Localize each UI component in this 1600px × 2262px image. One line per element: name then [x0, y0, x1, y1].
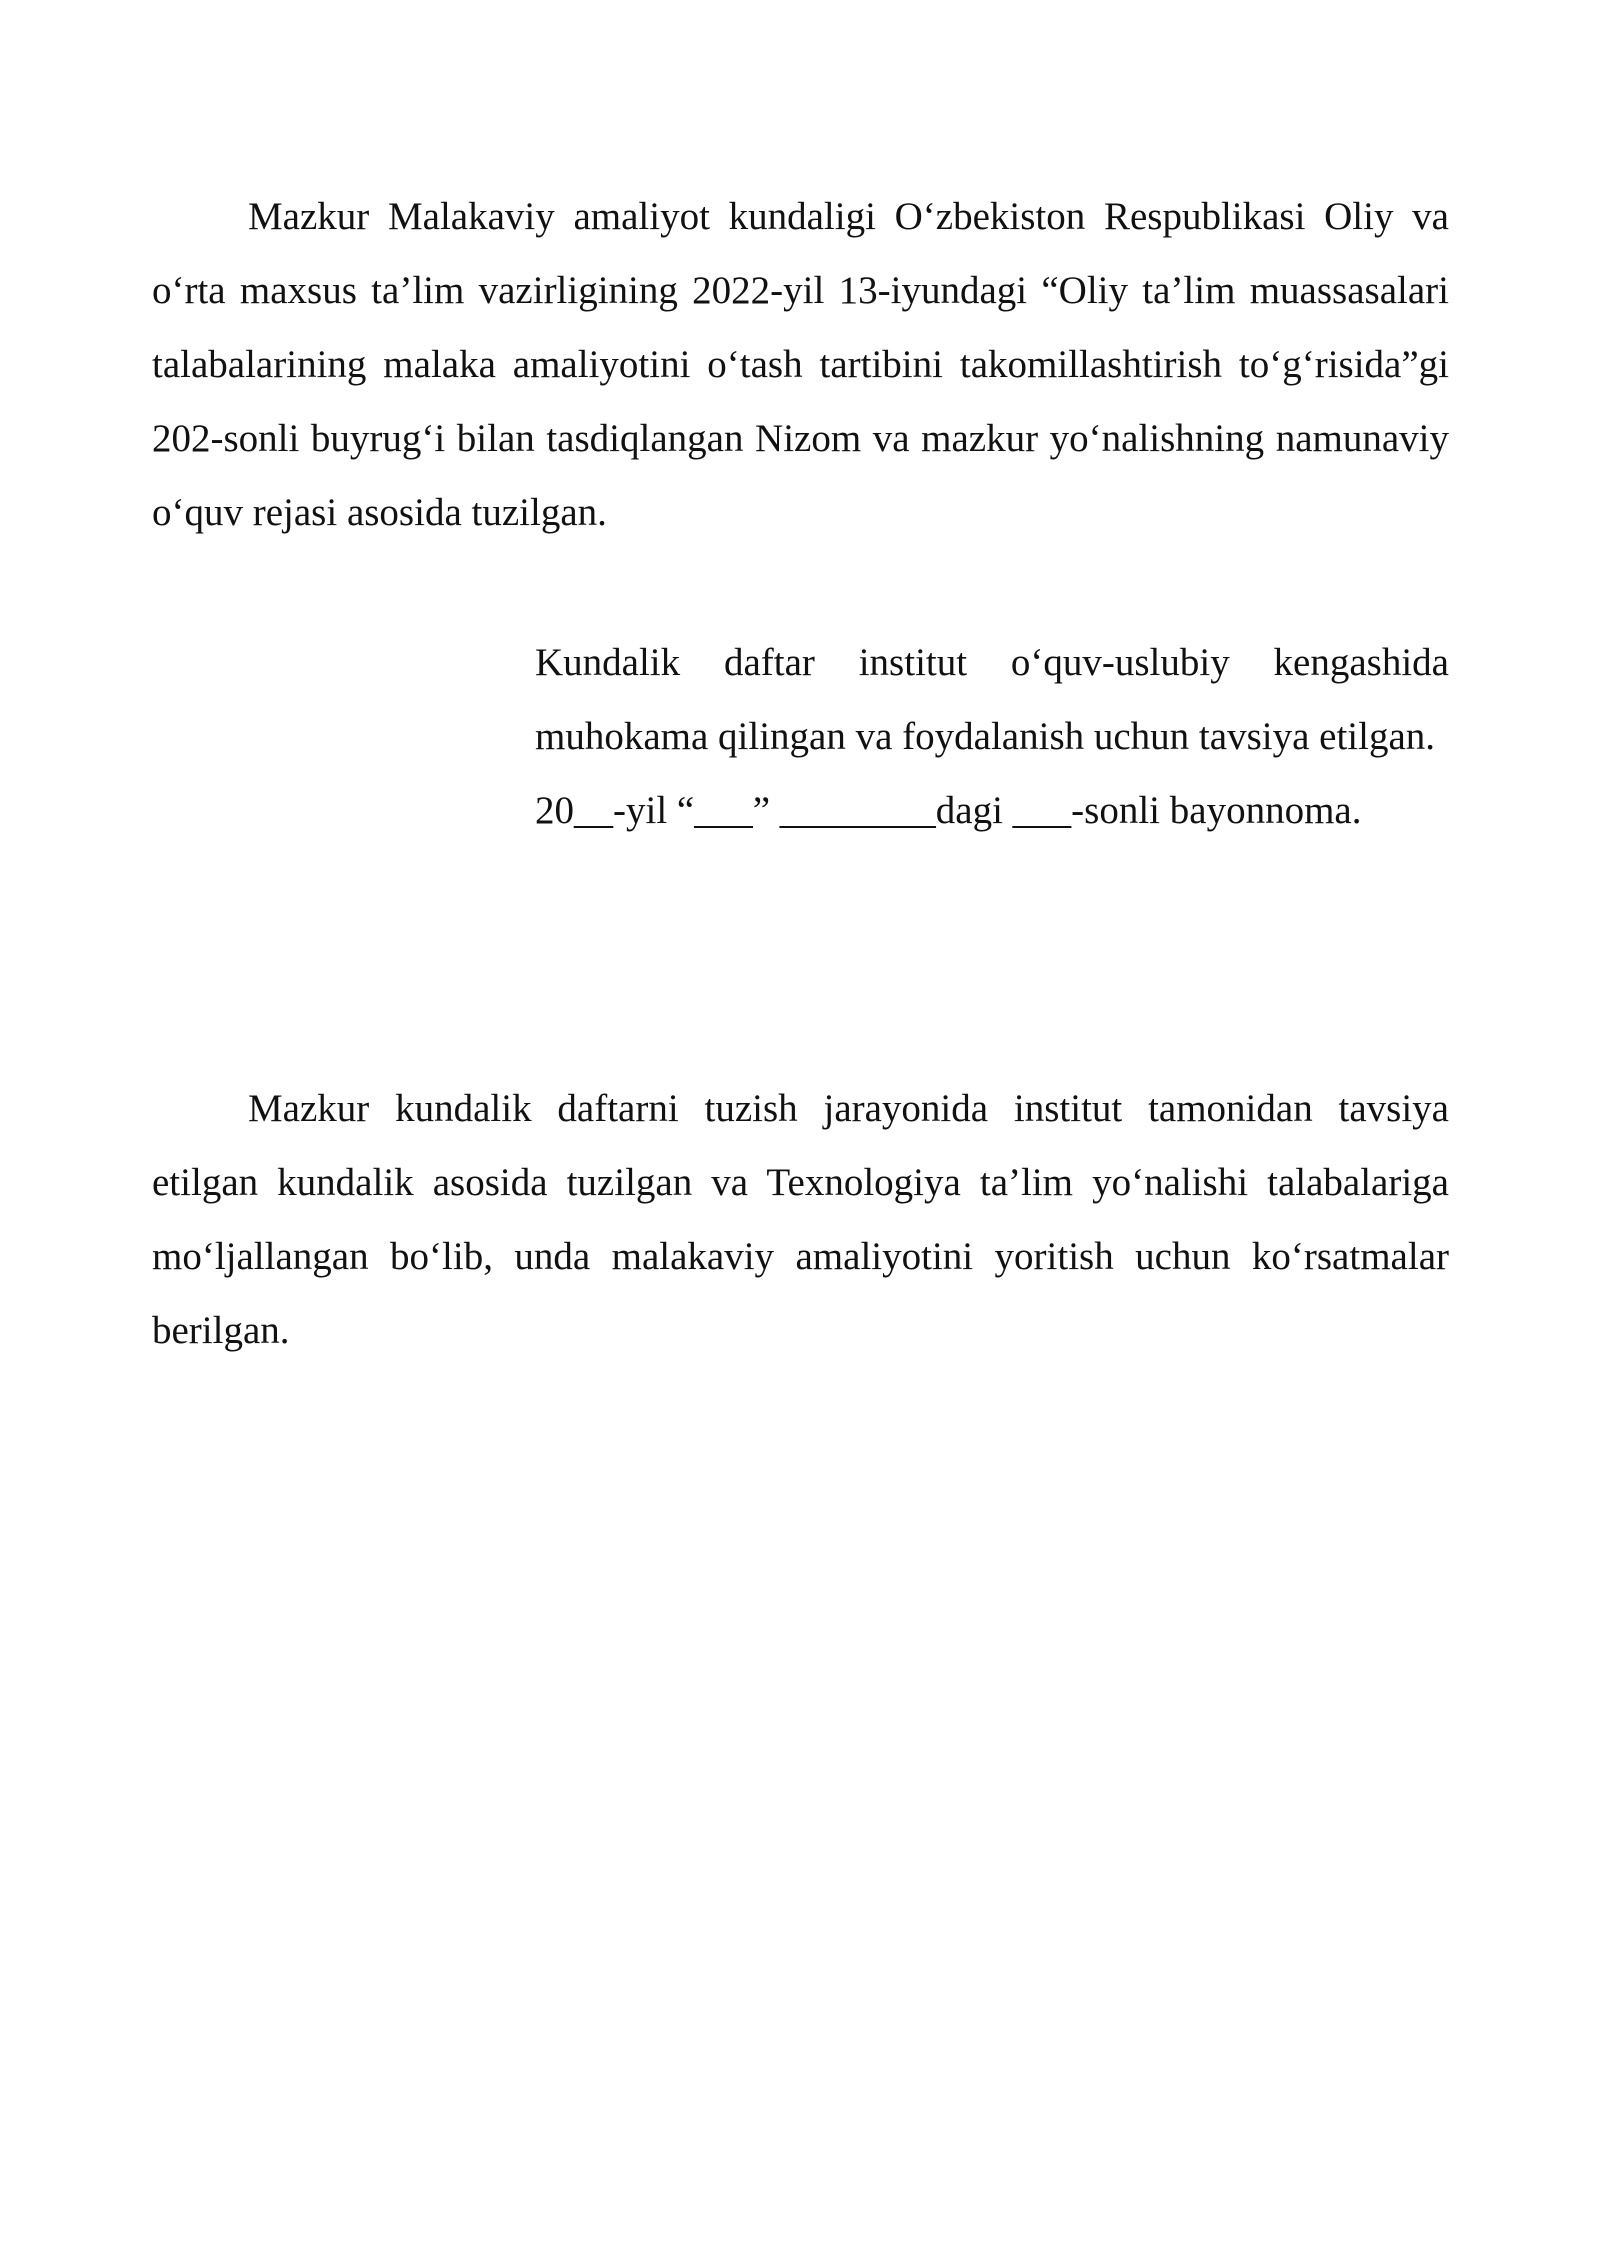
approval-text: Kundalik daftar institut o‘quv-uslubiy kengashida muhokama qilingan va foydalanish uchun tavsiya etilgan. — [535, 641, 1449, 758]
protocol-line: 20__-yil “___” ________dagi ___-sonli bayonnoma. — [535, 789, 1362, 832]
description-paragraph: Mazkur kundalik daftarni tuzish jarayonida institut tamonidan tavsiya etilgan kundalik asosida tuzilgan va Texnologiya ta’lim yo‘nalishi talabalariga mo‘ljallangan bo‘lib, unda malakaviy amaliyotini yoritish uchun ko‘rsatmalar berilgan. — [152, 1087, 1449, 1352]
intro-paragraph: Mazkur Malakaviy amaliyot kundaligi O‘zbekiston Respublikasi Oliy va o‘rta maxsus ta’lim vazirligining 2022-yil 13-iyundagi “Oliy ta’lim muassasalari talabalarining malaka amaliyotini o‘tash tartibini takomillashtirish to‘g‘risida”gi 202-sonli buyrug‘i bilan tasdiqlangan Nizom va mazkur yo‘nalishning namunaviy o‘quv rejasi asosida tuzilgan. — [152, 195, 1449, 534]
approval-block — [535, 626, 1449, 848]
